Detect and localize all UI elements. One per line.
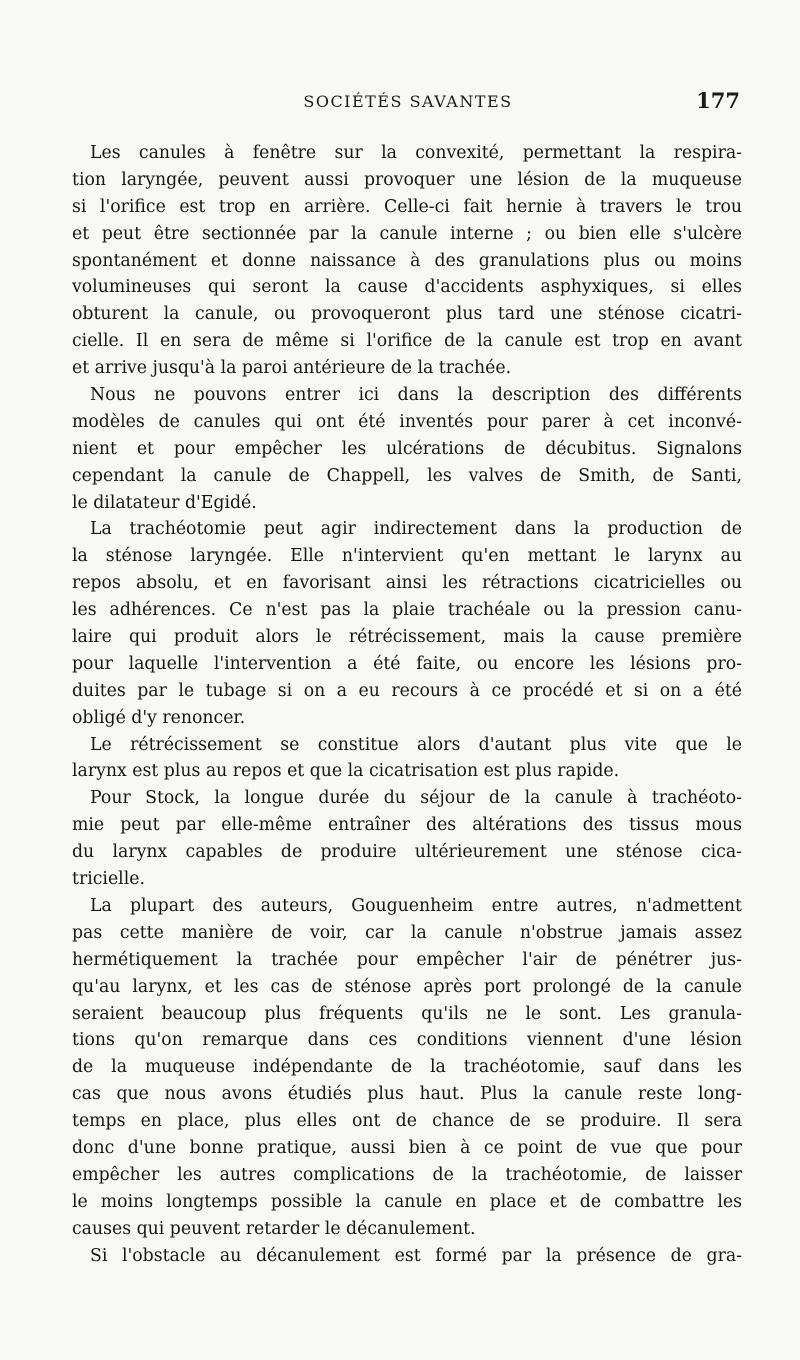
paragraph <box>72 893 742 1243</box>
text-line: pas cette manière de voir, car la canule n'obstrue jamais assez <box>72 922 742 943</box>
text-line: Pour Stock, la longue durée du séjour de la canule à trachéoto- <box>90 788 742 809</box>
text-line: et peut être sectionnée par la canule interne ; ou bien elle s'ulcère <box>72 223 742 244</box>
text-line: les adhérences. Ce n'est pas la plaie trachéale ou la pression canu- <box>72 600 742 621</box>
text-line: temps en place, plus elles ont de chance de se produire. Il sera <box>72 1111 742 1132</box>
text-line: duites par le tubage si on a eu recours à ce procédé et si on a été <box>72 680 742 701</box>
text-line: nient et pour empêcher les ulcérations de décubitus. Signalons <box>72 438 742 459</box>
text-line: cielle. Il en sera de même si l'orifice de la canule est trop en avant <box>72 331 742 352</box>
page-number: 177 <box>696 88 740 113</box>
paragraph <box>72 382 742 516</box>
text-line: repos absolu, et en favorisant ainsi les rétractions cicatricielles ou <box>72 573 742 594</box>
text-line: mie peut par elle-même entraîner des altérations des tissus mous <box>72 815 742 836</box>
paragraph <box>72 516 742 731</box>
text-line: La plupart des auteurs, Gouguenheim entre autres, n'admettent <box>90 895 742 916</box>
text-line: tion laryngée, peuvent aussi provoquer une lésion de la muqueuse <box>72 169 742 190</box>
text-line: cependant la canule de Chappell, les valves de Smith, de Santi, <box>72 465 742 486</box>
text-line: causes qui peuvent retarder le décanulement. <box>72 1218 476 1239</box>
text-line: volumineuses qui seront la cause d'accidents asphyxiques, si elles <box>72 277 742 298</box>
text-line: Nous ne pouvons entrer ici dans la description des différents <box>90 385 742 406</box>
paragraph <box>72 732 742 786</box>
text-line: le moins longtemps possible la canule en place et de combattre les <box>72 1191 742 1212</box>
text-line: Le rétrécissement se constitue alors d'autant plus vite que le <box>90 734 742 755</box>
text-line: laire qui produit alors le rétrécissement, mais la cause première <box>72 627 742 648</box>
text-line: Les canules à fenêtre sur la convexité, permettant la respira- <box>90 143 742 163</box>
text-line: larynx est plus au repos et que la cicatrisation est plus rapide. <box>72 761 620 782</box>
paragraph <box>72 1243 742 1270</box>
text-line: le dilatateur d'Egidé. <box>72 492 257 513</box>
text-line: modèles de canules qui ont été inventés pour parer à cet inconvé- <box>72 411 742 432</box>
text-line: tions qu'on remarque dans ces conditions viennent d'une lésion <box>72 1030 742 1051</box>
text-line: spontanément et donne naissance à des granulations plus ou moins <box>72 250 742 271</box>
text-line: pour laquelle l'intervention a été faite, ou encore les lésions pro- <box>72 653 742 674</box>
text-line: obturent la canule, ou provoqueront plus tard une sténose cicatri- <box>72 304 742 325</box>
text-line: et arrive jusqu'à la paroi antérieure de la trachée. <box>72 358 512 379</box>
running-title: SOCIÉTÉS SAVANTES <box>303 92 513 111</box>
text-line: Si l'obstacle au décanulement est formé par la présence de gra- <box>90 1245 742 1266</box>
paragraph <box>72 785 742 893</box>
text-line: seraient beaucoup plus fréquents qu'ils ne le sont. Les granula- <box>72 1003 742 1024</box>
text-line: de la muqueuse indépendante de la trachéotomie, sauf dans les <box>72 1057 742 1078</box>
text-line: obligé d'y renoncer. <box>72 707 246 728</box>
running-head <box>76 88 740 118</box>
text-line: La trachéotomie peut agir indirectement dans la production de <box>90 519 742 540</box>
text-line: tricielle. <box>72 869 145 890</box>
text-line: si l'orifice est trop en arrière. Celle-ci fait hernie à travers le trou <box>72 196 742 217</box>
text-line: la sténose laryngée. Elle n'intervient qu'en mettant le larynx au <box>72 546 742 567</box>
text-line: hermétiquement la trachée pour empêcher l'air de pénétrer jus- <box>72 949 742 970</box>
paragraph <box>72 140 742 382</box>
text-line: qu'au larynx, et les cas de sténose après port prolongé de la canule <box>72 976 742 997</box>
body-text <box>72 140 742 1269</box>
text-line: cas que nous avons étudiés plus haut. Plus la canule reste long- <box>72 1084 742 1105</box>
text-line: empêcher les autres complications de la trachéotomie, de laisser <box>72 1164 742 1185</box>
text-line: du larynx capables de produire ultérieurement une sténose cica- <box>72 842 742 863</box>
text-line: donc d'une bonne pratique, aussi bien à ce point de vue que pour <box>72 1137 742 1158</box>
